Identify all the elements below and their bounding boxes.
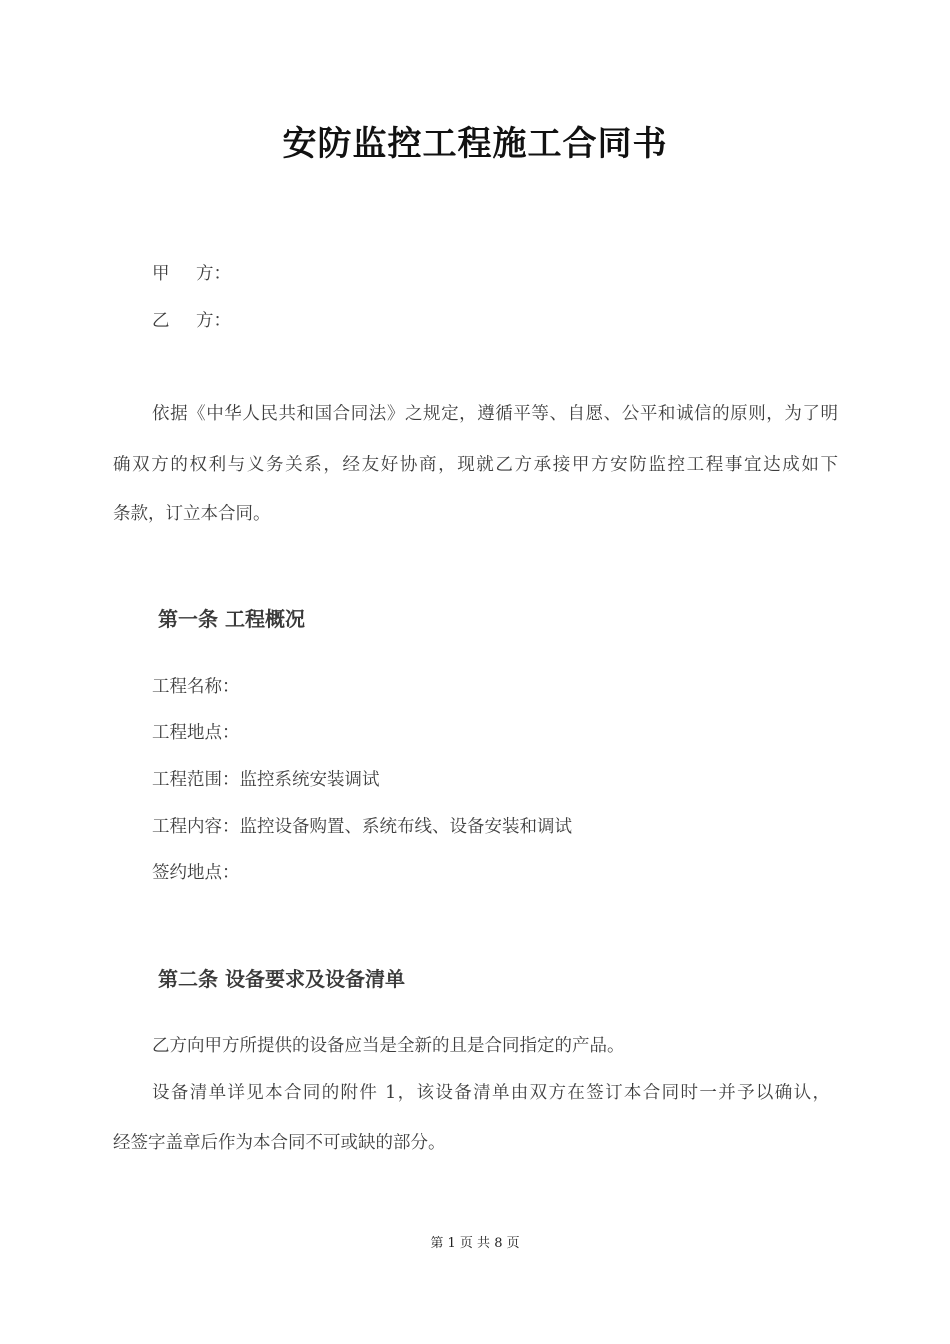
section-1-item-project-scope: 工程范围：监控系统安装调试 <box>152 770 380 790</box>
party-b-label-suffix: 方： <box>196 311 231 331</box>
preamble-line-2: 确双方的权利与义务关系，经友好协商，现就乙方承接甲方安防监控工程事宜达成如下 <box>113 455 838 475</box>
section-1-item-project-name: 工程名称： <box>152 677 240 697</box>
section-2-paragraph-1: 乙方向甲方所提供的设备应当是全新的且是合同指定的产品。 <box>152 1036 625 1056</box>
section-1-item-signing-location: 签约地点： <box>152 863 240 883</box>
section-2-paragraph-2-line-2: 经签字盖章后作为本合同不可或缺的部分。 <box>113 1133 446 1153</box>
section-2-heading: 第二条 设备要求及设备清单 <box>158 967 405 991</box>
section-1-heading: 第一条 工程概况 <box>158 607 305 631</box>
section-1-item-project-location: 工程地点： <box>152 723 240 743</box>
preamble-line-3: 条款，订立本合同。 <box>113 504 271 524</box>
section-2-paragraph-2-line-1: 设备清单详见本合同的附件 1，该设备清单由双方在签订本合同时一并予以确认， <box>152 1083 830 1103</box>
party-a-label-suffix: 方： <box>196 264 231 284</box>
party-a-line <box>152 260 231 285</box>
party-b-label-char: 乙 <box>152 311 170 331</box>
party-b-line <box>152 307 231 332</box>
party-a-label-char: 甲 <box>152 264 170 284</box>
page-number-footer: 第 1 页 共 8 页 <box>430 1236 520 1251</box>
preamble-line-1: 依据《中华人民共和国合同法》之规定，遵循平等、自愿、公平和诚信的原则，为了明 <box>152 404 838 424</box>
document-title: 安防监控工程施工合同书 <box>282 124 668 164</box>
section-1-item-project-content: 工程内容：监控设备购置、系统布线、设备安装和调试 <box>152 817 572 837</box>
